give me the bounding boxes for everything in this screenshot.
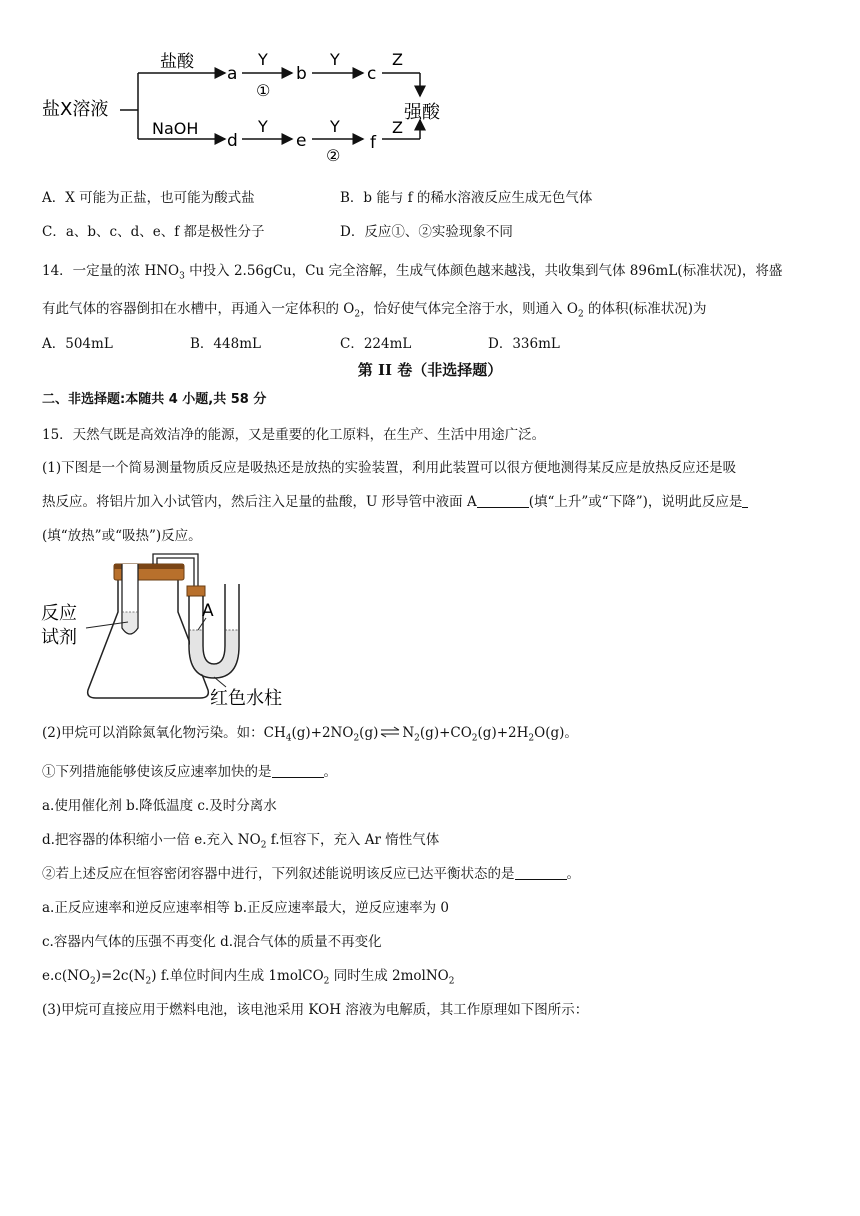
flow-top-y2: Y [330,50,340,69]
flow-circle-1: ① [256,81,271,100]
q2-2-opt-d: 同时生成 2molNO [329,968,449,984]
q14-option-c: C．224mL [340,336,412,352]
flow-bottom-z: Z [392,118,403,137]
q2-2-opt-c: ) f.单位时间内生成 1molCO [151,968,324,984]
flow-bottom-y2: Y [330,117,340,136]
q14-text-1a: 14．一定量的浓 HNO [42,263,180,279]
answer-blank-heat[interactable] [742,495,748,508]
q14-sub-o2a: 2 [354,309,361,320]
eq-sub-2a: 2 [353,733,360,744]
q15-2-1-options-2 [42,828,439,851]
answer-blank-rate[interactable] [272,765,324,778]
eq-sub-2d: 2 [528,733,535,744]
flow-node-c: c [367,64,377,84]
answer-blank-level[interactable] [477,495,529,508]
q2-1-opt-text-b: f.恒容下，充入 Ar 惰性气体 [266,832,440,848]
q15-2-2-options-3 [42,964,454,987]
apparatus-diagram [38,550,308,710]
flow-start-label: 盐X溶液 [42,99,109,120]
q15-p1-text-b: (填“上升”或“下降”)，说明此反应是 [528,494,743,510]
q14-line-2 [42,297,707,320]
section-header: 二、非选择题:本随共 4 小题,共 58 分 [42,392,267,407]
flow-top-y1: Y [258,50,268,69]
q15-2-1-question [42,760,337,780]
q13-option-b: B．b 能与 f 的稀水溶液反应生成无色气体 [340,190,593,206]
flow-bottom-y1: Y [258,117,268,136]
eq-text-g: O(g)。 [534,725,578,741]
q2-2-opt-a: e.c(NO [42,968,90,984]
apparatus-label-a: A [202,601,214,621]
q14-sub-3: 3 [179,271,185,282]
section-title: 第 II 卷（非选择题） [357,361,503,379]
eq-sub-2c: 2 [471,733,478,744]
q15-2-2-options-2: c.容器内气体的压强不再变化 d.混合气体的质量不再变化 [42,934,382,950]
q2-2-opt-sub-a: 2 [90,976,96,987]
q15-2-2-options-1: a.正反应速率和逆反应速率相等 b.正反应速率最大，逆反应速率为 0 [42,900,449,916]
q2-2-text: ②若上述反应在恒容密闭容器中进行，下列叙述能说明该反应已达平衡状态的是 [42,866,515,882]
q13-option-c: C．a、b、c、d、e、f 都是极性分子 [42,224,265,240]
q2-2-opt-sub-c: 2 [323,976,330,987]
q14-text-2a: 有此气体的容器倒扣在水槽中，再通入一定体积的 O [42,301,355,317]
q13-option-d: D．反应①、②实验现象不同 [340,224,513,240]
flow-node-f: f [370,133,376,153]
flow-node-b: b [296,64,307,84]
q15-p1-line3: (填“放热”或“吸热”)反应。 [42,528,202,544]
q2-2-end: 。 [566,866,580,882]
q15-p1-line2 [42,490,748,510]
q2-1-end: 。 [323,764,337,780]
eq-text-c: (g) [359,725,379,741]
flow-top-z: Z [392,50,403,69]
q14-text-2c: 的体积(标准状况)为 [583,301,707,317]
flow-node-e: e [296,131,307,151]
q15-p3: (3)甲烷可直接应用于燃料电池，该电池采用 KOH 溶液为电解质，其工作原理如下图所示： [42,1002,589,1018]
flow-top-reagent: 盐酸 [160,52,194,72]
flow-node-d: d [227,131,238,151]
flow-circle-2: ② [326,146,341,165]
flow-end-label: 强酸 [404,102,440,123]
q15-p1-text-a: 热反应。将铝片加入小试管内，然后注入足量的盐酸，U 形导管中液面 A [42,494,477,510]
q15-2-1-options-1: a.使用催化剂 b.降低温度 c.及时分离水 [42,798,277,814]
eq-text-a: (2)甲烷可以消除氮氧化物污染。如：CH [42,725,286,741]
q2-1-opt-sub: 2 [260,840,267,851]
q14-option-d: D．336mL [488,336,560,352]
q13-option-a: A．X 可能为正盐，也可能为酸式盐 [42,190,255,206]
eq-text-b: (g)+2NO [291,725,354,741]
q14-line-1 [42,259,782,282]
apparatus-label-water: 红色水柱 [210,688,282,709]
equilibrium-arrow-icon [379,726,401,738]
q2-1-opt-text-a: d.把容器的体积缩小一倍 e.充入 NO [42,832,261,848]
q14-option-a: A．504mL [42,336,113,352]
q15-intro: 15．天然气既是高效洁净的能源，又是重要的化工原料，在生产、生活中用途广泛。 [42,427,546,443]
flow-bottom-reagent: NaOH [152,119,199,138]
q14-option-b: B．448mL [190,336,261,352]
reaction-flow-diagram [30,40,490,200]
q2-2-opt-sub-b: 2 [145,976,152,987]
q14-text-1b: 中投入 2.56gCu，Cu 完全溶解，生成气体颜色越来越浅，共收集到气体 896mL(标准状况)，将盛 [184,263,783,279]
q14-text-2b: ，恰好使气体完全溶于水，则通入 O [360,301,578,317]
eq-sub-2b: 2 [414,733,420,744]
apparatus-label-reagent-2: 试剂 [41,627,77,648]
answer-blank-equilibrium[interactable] [515,867,567,880]
flow-node-a: a [227,64,238,84]
q14-sub-o2b: 2 [577,309,584,320]
q15-p1-line1: (1)下图是一个简易测量物质反应是吸热还是放热的实验装置，利用此装置可以很方便地测得某反应是放热反应还是吸 [42,460,737,476]
eq-text-f: (g)+2H [477,725,529,741]
q15-p2-equation [42,721,578,744]
eq-text-e: (g)+CO [419,725,472,741]
q2-2-opt-sub-d: 2 [448,976,455,987]
q2-2-opt-b: )=2c(N [95,968,146,984]
q2-1-text: ①下列措施能够使该反应速率加快的是 [42,764,272,780]
q15-2-2-question [42,862,580,882]
apparatus-label-reagent-1: 反应 [41,603,77,624]
eq-sub-4: 4 [285,733,292,744]
eq-text-d: N [402,725,415,741]
